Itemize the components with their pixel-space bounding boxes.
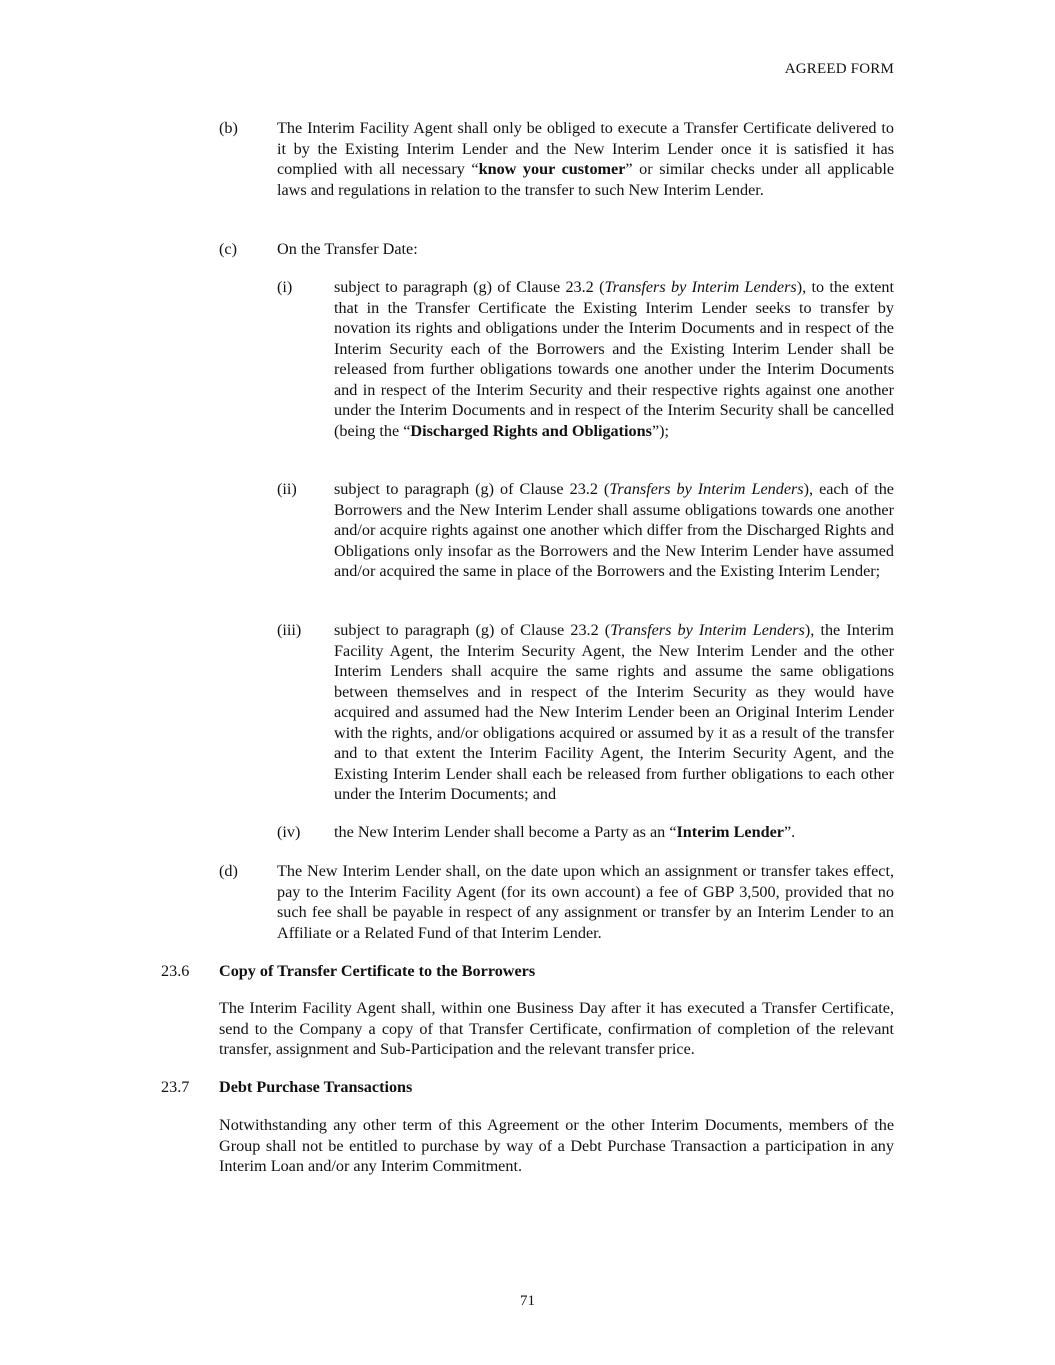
paragraph-b-text: [277, 118, 894, 200]
paragraph-b-text-part: The Interim Facility Agent shall only be obliged to execute a Transfer Certificate delivered to it by the Existing Interim Lender and the New Interim Lender once it is satisfied it has complied with all necessary “: [277, 119, 894, 178]
clause-23-7-text: Notwithstanding any other term of this Agreement or the other Interim Documents, members of the Group shall not be entitled to purchase by way of a Debt Purchase Transaction a participation in any Interim Loan and/or any Interim Commitment.: [219, 1116, 894, 1175]
paragraph-b-label: (b): [219, 119, 238, 137]
clause-23-6-heading: [161, 961, 894, 982]
subparagraph-i-text-part: ”);: [651, 421, 670, 440]
subparagraph-iii-text-part: subject to paragraph (g) of Clause 23.2 (: [334, 621, 611, 639]
subparagraph-ii-label: (ii): [277, 480, 297, 498]
subparagraph-iii-italic-ref: Transfers by Interim Lenders: [610, 621, 805, 639]
subparagraph-i-label: (i): [277, 278, 293, 296]
subparagraph-iv-text-part: ”.: [783, 823, 796, 841]
subparagraph-iv-text: [334, 822, 894, 843]
clause-23-7-title: Debt Purchase Transactions: [219, 1078, 413, 1096]
paragraph-b-bold-term: know your customer: [478, 160, 626, 178]
subparagraph-i-italic-ref: Transfers by Interim Lenders: [604, 278, 797, 296]
subparagraph-iii-text-part: ), the Interim Facility Agent, the Interim Security Agent, the New Interim Lender and the other Interim Lenders shall acquire the same rights and assume the same obligations between themselves and in respect of the Interim Security as they would have acquired and assumed had the New Interim Lender been an Original Interim Lender with the rights, and/or obligations acquired or assumed by it as a result of the transfer and to that extent the Interim Facility Agent, the Interim Security Agent, and the Existing Interim Lender shall each be released from further obligations to each other under the Interim Documents; and: [334, 621, 894, 803]
subparagraph-i-text-part: subject to paragraph (g) of Clause 23.2 (: [334, 278, 605, 296]
paragraph-c-label: (c): [219, 240, 237, 258]
paragraph-b-text-part: ” or similar checks under all applicable laws and regulations in relation to the transfer to such New Interim Lender.: [277, 160, 894, 199]
subparagraph-iv: [277, 822, 894, 843]
subparagraph-ii-text: [334, 479, 894, 582]
subparagraph-i: [277, 277, 894, 441]
subparagraph-ii-italic-ref: Transfers by Interim Lenders: [609, 480, 804, 498]
subparagraph-iv-label: (iv): [277, 823, 301, 841]
subparagraph-iv-text-part: the New Interim Lender shall become a Party as an “: [334, 823, 677, 841]
page-number: 71: [520, 1293, 535, 1309]
clause-23-7-heading: [161, 1077, 894, 1098]
subparagraph-iii-text: [334, 620, 894, 805]
paragraph-d: [219, 861, 894, 943]
subparagraph-i-text-part: ), to the extent that in the Transfer Certificate the Existing Interim Lender seeks to transfer by novation its rights and obligations under the Interim Documents and in respect of the Interim Security each of the Borrowers and the Existing Interim Lender shall be released from further obligations towards one another under the Interim Documents and in respect of the Interim Security and their respective rights against one another under the Interim Documents and in respect of the Interim Security shall be cancelled (being the “: [334, 278, 894, 440]
clause-23-7-number: 23.7: [161, 1078, 190, 1096]
subparagraph-iv-bold-term: Interim Lender: [676, 823, 784, 841]
paragraph-c: [219, 239, 894, 260]
paragraph-d-label: (d): [219, 862, 238, 880]
subparagraph-iii: [277, 620, 894, 805]
subparagraph-i-bold-term: Discharged Rights and Obligations: [410, 421, 652, 440]
paragraph-c-text: On the Transfer Date:: [277, 240, 418, 258]
clause-23-6-number: 23.6: [161, 962, 190, 980]
subparagraph-ii: [277, 479, 894, 582]
clause-23-6-title: Copy of Transfer Certificate to the Borrowers: [219, 962, 536, 980]
paragraph-b: [219, 118, 894, 200]
paragraph-d-text: The New Interim Lender shall, on the date upon which an assignment or transfer takes effect, pay to the Interim Facility Agent (for its own account) a fee of GBP 3,500, provided that no such fee shall be payable in respect of any assignment or transfer by an Interim Lender to an Affiliate or a Related Fund of that Interim Lender.: [277, 862, 894, 942]
subparagraph-ii-text-part: subject to paragraph (g) of Clause 23.2 (: [334, 480, 610, 498]
clause-23-6-text: The Interim Facility Agent shall, within one Business Day after it has executed a Transfer Certificate, send to the Company a copy of that Transfer Certificate, confirmation of completion of the relevant transfer, assignment and Sub-Participation and the relevant transfer price.: [219, 999, 894, 1058]
subparagraph-ii-text-part: ), each of the Borrowers and the New Interim Lender shall assume obligations towards one another and/or acquire rights against one another which differ from the Discharged Rights and Obligations only insofar as the Borrowers and the New Interim Lender have assumed and/or acquired the same in place of the Borrowers and the Existing Interim Lender;: [334, 480, 894, 580]
subparagraph-iii-label: (iii): [277, 621, 302, 639]
document-header-label: AGREED FORM: [784, 61, 894, 77]
subparagraph-i-text: [334, 277, 894, 441]
